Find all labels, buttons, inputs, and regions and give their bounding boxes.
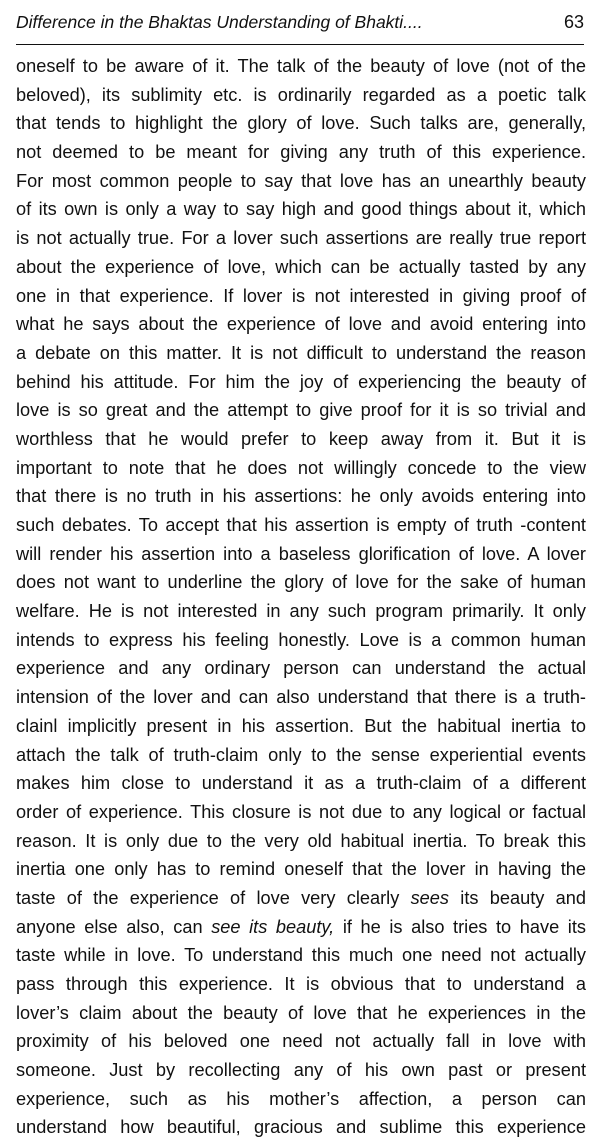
text-line: love is so great and the attempt to give proof for it is so trivial and <box>16 400 586 421</box>
text-line: behind his attitude. For him the joy of experiencing the beauty of <box>16 371 586 392</box>
text-line <box>16 913 586 942</box>
emphasis-sees: sees <box>410 887 449 908</box>
text-line: welfare. He is not interested in any such program primarily. It only <box>16 601 586 622</box>
text-line: experience, such as his mother’s affection, a person can <box>16 1088 586 1109</box>
text-line: beloved), its sublimity etc. is ordinarily regarded as a poetic talk <box>16 84 586 105</box>
text-line: clainl implicitly present in his assertion. But the habitual inertia to <box>16 715 586 736</box>
page-header <box>16 12 584 40</box>
running-title: Difference in the Bhaktas Understanding of Bhakti.... <box>16 12 423 32</box>
text-run: taste of the experience of love very clearly <box>16 887 411 908</box>
text-line: that there is no truth in his assertions: he only avoids entering into <box>16 486 586 507</box>
text-run: anyone else also, can <box>16 916 212 937</box>
text-line: attach the talk of truth-claim only to the sense experiential events <box>16 744 586 765</box>
text-line: intends to express his feeling honestly. Love is a common human <box>16 629 586 650</box>
text-line: makes him close to understand it as a truth-claim of a different <box>16 773 586 794</box>
text-line: about the experience of love, which can be actually tasted by any <box>16 256 586 277</box>
text-line: one in that experience. If lover is not interested in giving proof of <box>16 285 586 306</box>
text-line: reason. It is only due to the very old habitual inertia. To break this <box>16 830 586 851</box>
text-line: will render his assertion into a baseless glorification of love. A lover <box>16 543 586 564</box>
page-number: 63 <box>563 12 584 32</box>
text-line: experience and any ordinary person can understand the actual <box>16 658 586 679</box>
text-line <box>16 884 586 913</box>
text-line: of its own is only a way to say high and good things about it, which <box>16 199 586 220</box>
text-line: what he says about the experience of love and avoid entering into <box>16 314 586 335</box>
text-line: is not actually true. For a lover such assertions are really true report <box>16 228 586 249</box>
text-line: oneself to be aware of it. The talk of the beauty of love (not of the <box>16 56 586 76</box>
text-line: not deemed to be meant for giving any truth of this experience. <box>16 142 586 163</box>
text-run: if he is also tries to have its <box>334 916 586 937</box>
text-line: important to note that he does not willingly concede to the view <box>16 457 586 478</box>
text-line: that tends to highlight the glory of love. Such talks are, generally, <box>16 113 586 134</box>
text-line: proximity of his beloved one need not actually fall in love with <box>16 1031 586 1052</box>
header-rule <box>16 44 584 45</box>
text-line: pass through this experience. It is obvious that to understand a <box>16 974 586 994</box>
text-line: understand how beautiful, gracious and sublime this experience <box>16 1117 586 1138</box>
text-line: lover’s claim about the beauty of love that he experiences in the <box>16 1002 586 1023</box>
text-line: inertia one only has to remind oneself that the lover in having the <box>16 859 586 880</box>
text-line: order of experience. This closure is not due to any logical or factual <box>16 801 586 822</box>
emphasis-see-its-beauty: see its beauty, <box>211 916 335 937</box>
text-line: taste while in love. To understand this much one need not actually <box>16 945 586 966</box>
body-text <box>16 52 586 1142</box>
text-line: a debate on this matter. It is not difficult to understand the reason <box>16 342 586 363</box>
text-line: worthless that he would prefer to keep away from it. But it is <box>16 428 586 449</box>
text-line: intension of the lover and can also understand that there is a truth- <box>16 687 586 708</box>
text-line: For most common people to say that love has an unearthly beauty <box>16 170 586 191</box>
text-line: someone. Just by recollecting any of his own past or present <box>16 1060 586 1081</box>
text-run: its beauty and <box>449 887 586 908</box>
text-line: such debates. To accept that his assertion is empty of truth -content <box>16 515 586 535</box>
text-line: does not want to underline the glory of love for the sake of human <box>16 572 586 593</box>
